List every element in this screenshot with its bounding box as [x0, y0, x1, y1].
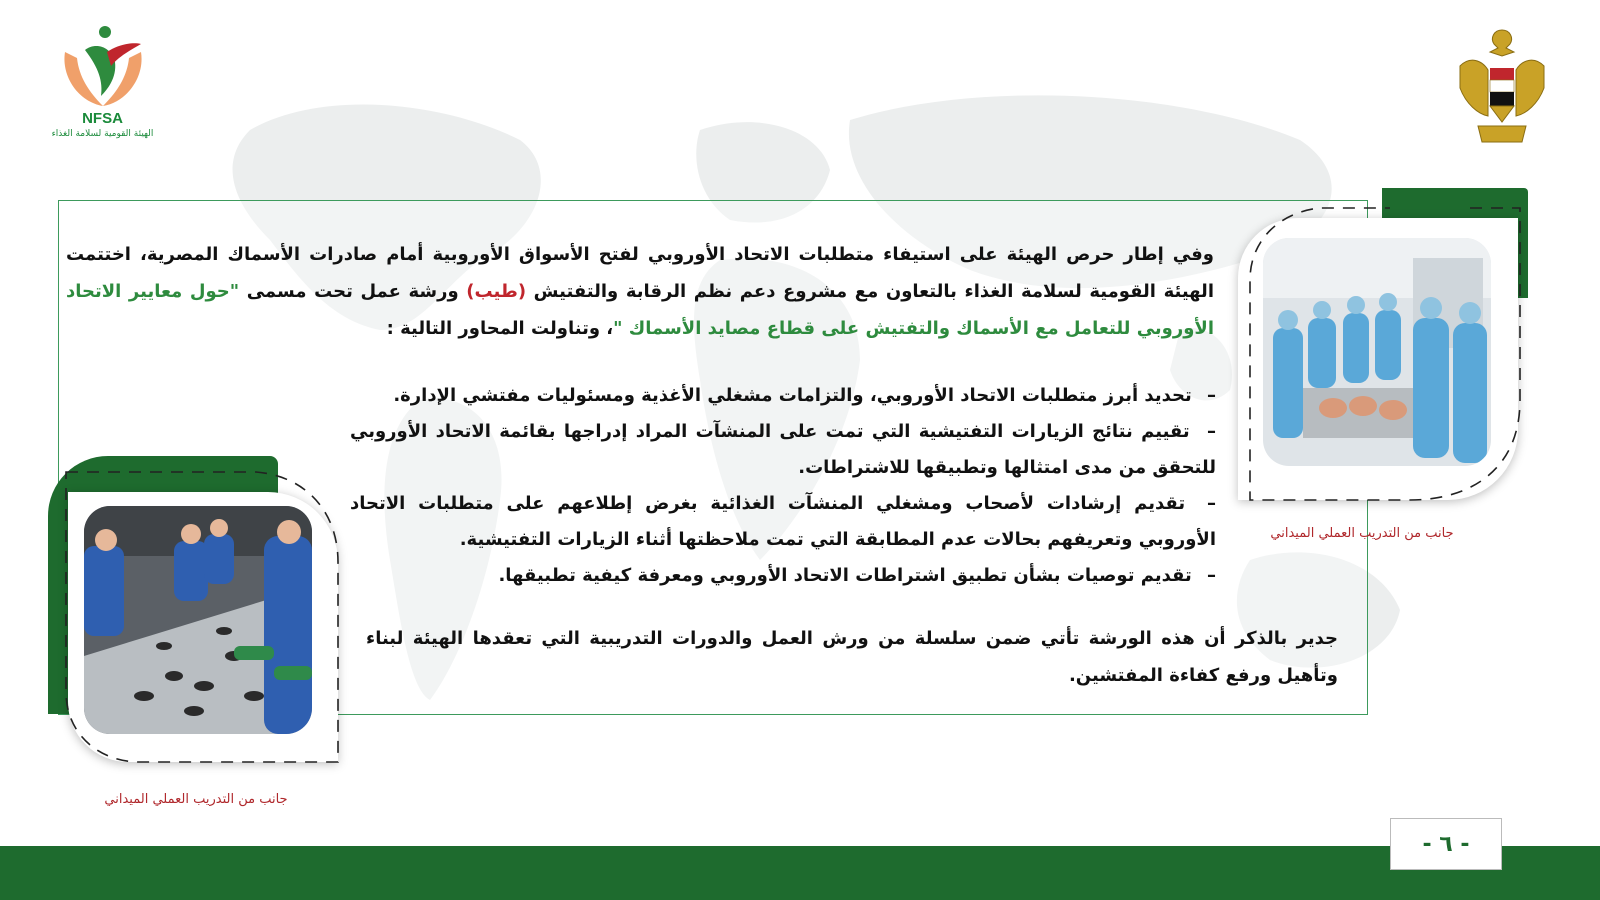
topics-list — [350, 378, 1216, 594]
nfsa-abbreviation: NFSA — [82, 110, 123, 127]
list-item — [350, 378, 1216, 414]
bullet-dash: – — [1207, 385, 1216, 406]
photo-caption-right: جانب من التدريب العملي الميداني — [1270, 526, 1454, 541]
list-item-text: تقييم نتائج الزيارات التفتيشية التي تمت على المنشآت المراد إدراجها بقائمة الاتحاد الأوروبي للتحقق من مدى امتثالها وتطبيقها للاشتراطات. — [350, 421, 1216, 478]
intro-text-1: وفي إطار حرص الهيئة على استيفاء متطلبات الاتحاد الأوروبي لفتح الأسواق الأوروبية أمام صادرات الأسماك المصرية، اختتمت الهيئة القومية لسلامة الغذاء بالتعاون مع مشروع دعم نظم الرقابة والتفتيش — [66, 244, 1214, 302]
bullet-dash: – — [1207, 493, 1216, 514]
intro-paragraph — [66, 236, 1214, 347]
list-item — [350, 558, 1216, 594]
intro-text-3: ، وتناولت المحاور التالية : — [386, 318, 614, 339]
training-photo-right — [1263, 238, 1491, 466]
bullet-dash: – — [1206, 421, 1216, 442]
nfsa-logo — [40, 22, 165, 162]
intro-text-2: ورشة عمل تحت مسمى — [239, 281, 467, 302]
training-photo-left — [84, 506, 312, 734]
hands-leaf-icon — [55, 22, 151, 114]
page-number: - ٦ - — [1390, 818, 1502, 870]
list-item-text: تقديم إرشادات لأصحاب ومشغلي المنشآت الغذائية بغرض إطلاعهم على متطلبات الاتحاد الأوروبي وتعريفهم بحالات عدم المطابقة التي تمت ملاحظتها أثناء الزيارات التفتيشية. — [350, 493, 1216, 550]
list-item — [350, 414, 1216, 486]
list-item-text: تقديم توصيات بشأن تطبيق اشتراطات الاتحاد الأوروبي ومعرفة كيفية تطبيقها. — [498, 565, 1192, 586]
bullet-dash: – — [1207, 565, 1216, 586]
list-item-text: تحديد أبرز متطلبات الاتحاد الأوروبي، والتزامات مشغلي الأغذية ومسئوليات مفتشي الإدارة. — [393, 385, 1192, 406]
egypt-eagle-icon — [1452, 26, 1552, 151]
project-name: (طيب) — [466, 281, 527, 302]
footer-bar — [0, 846, 1600, 900]
photo-caption-left: جانب من التدريب العملي الميداني — [104, 792, 288, 807]
closing-paragraph: جدير بالذكر أن هذه الورشة تأتي ضمن سلسلة من ورش العمل والدورات التدريبية التي تعقدها الهيئة لبناء وتأهيل ورفع كفاءة المفتشين. — [366, 628, 1338, 686]
workshop-title: "حول معايير الاتحاد الأوروبي للتعامل مع الأسماك والتفتيش على قطاع مصايد الأسماك " — [66, 281, 1214, 339]
nfsa-full-name: الهيئة القومية لسلامة الغذاء — [51, 129, 154, 139]
list-item — [350, 486, 1216, 558]
